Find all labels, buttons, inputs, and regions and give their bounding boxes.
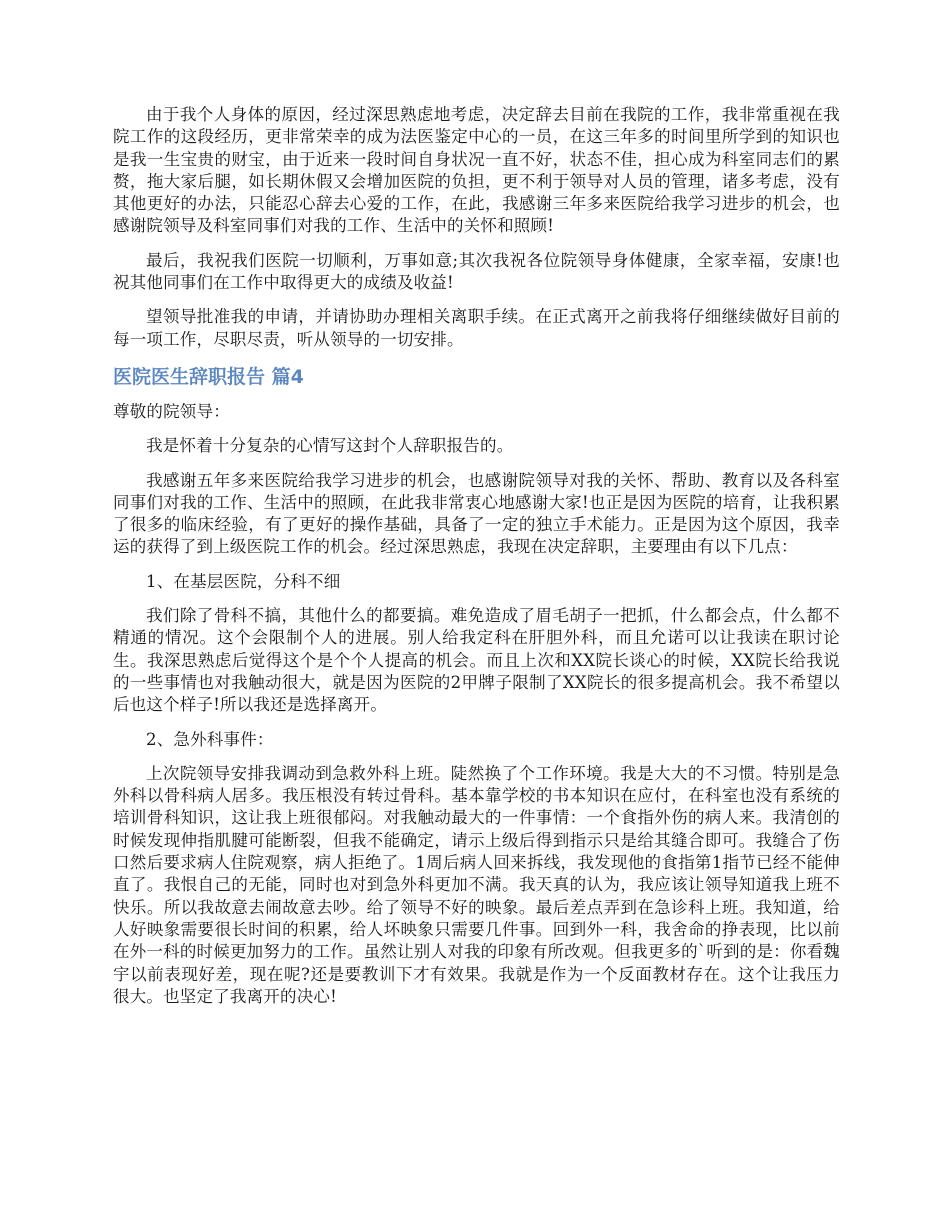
point-2-body: 上次院领导安排我调动到急救外科上班。陡然换了个工作环境。我是大大的不习惯。特别是急外科以骨科病人居多。我压根没有转过骨科。基本靠学校的书本知识在应付，在科室也没有系统的培训骨科知识，这让我上班很郁闷。对我触动最大的一件事情：一个食指外伤的病人来。我清创的时候发现伸指肌腱可能断裂，但我不能确定，请示上级后得到指示只是给其缝合即可。我缝合了伤口然后要求病人住院观察，病人拒绝了。1周后病人回来拆线，我发现他的食指第1指节已经不能伸直了。我恨自己的无能，同时也对到急外科更加不满。我天真的认为，我应该让领导知道我上班不快乐。所以我故意去闹故意去吵。给了领导不好的映象。最后差点弄到在急诊科上班。我知道，给人好映象需要很长时间的积累，给人坏映象只需要几件事。回到外一科，我舍命的挣表现，比以前在外一科的时候更加努力的工作。虽然让别人对我的印象有所改观。但我更多的`听到的是：你看魏宇以前表现好差，现在呢?还是要教训下才有效果。我就是作为一个反面教材存在。这个让我压力很大。也坚定了我离开的决心! — [113, 763, 840, 1006]
paragraph-blessing: 最后，我祝我们医院一切顺利，万事如意;其次我祝各位院领导身体健康，全家幸福，安康!也祝其他同事们在工作中取得更大的成绩及收益! — [113, 250, 840, 293]
paragraph-resign-reason: 由于我个人身体的原因，经过深思熟虑地考虑，决定辞去目前在我院的工作，我非常重视在我院工作的这段经历，更非常荣幸的成为法医鉴定中心的一员，在这三年多的时间里所学到的知识也是我一生宝贵的财宝，由于近来一段时间自身状况一直不好，状态不佳，担心成为科室同志们的累赘，拖大家后腿，如长期休假又会增加医院的负担，更不利于领导对人员的管理，诸多考虑，没有其他更好的办法，只能忍心辞去心爱的工作，在此，我感谢三年多来医院给我学习进步的机会，也感谢院领导及科室同事们对我的工作、生活中的关怀和照顾! — [113, 105, 840, 236]
paragraph-request: 望领导批准我的申请，并请协助办理相关离职手续。在正式离开之前我将仔细继续做好目前的每一项工作，尽职尽责，听从领导的一切安排。 — [113, 307, 840, 349]
point-2-title: 2、急外科事件： — [146, 729, 274, 749]
point-1-title: 1、在基层医院，分科不细 — [146, 571, 341, 591]
section-title: 医院医生辞职报告 篇4 — [113, 365, 304, 388]
point-1-body: 我们除了骨科不搞，其他什么的都要搞。难免造成了眉毛胡子一把抓，什么都会点，什么都不精通的情况。这个会限制个人的进展。别人给我定科在肝胆外科，而且允诺可以让我读在职讨论生。我深思熟虑后觉得这个是个个人提高的机会。而且上次和XX院长谈心的时候，XX院长给我说的一些事情也对我触动很大，就是因为医院的2甲牌子限制了XX院长的很多提高机会。我不希望以后也这个样子!所以我还是选择离开。 — [113, 606, 840, 715]
paragraph-intro: 我是怀着十分复杂的心情写这封个人辞职报告的。 — [146, 436, 514, 456]
document-page — [113, 104, 840, 1020]
paragraph-thanks: 我感谢五年多来医院给我学习进步的机会，也感谢院领导对我的关怀、帮助、教育以及各科室同事们对我的工作、生活中的照顾，在此我非常衷心地感谢大家!也正是因为医院的培育，让我积累了很多的临床经验，有了更好的操作基础，具备了一定的独立手术能力。正是因为这个原因，我幸运的获得了到上级医院工作的机会。经过深思熟虑，我现在决定辞职，主要理由有以下几点： — [113, 470, 840, 557]
salutation: 尊敬的院领导： — [113, 401, 230, 421]
